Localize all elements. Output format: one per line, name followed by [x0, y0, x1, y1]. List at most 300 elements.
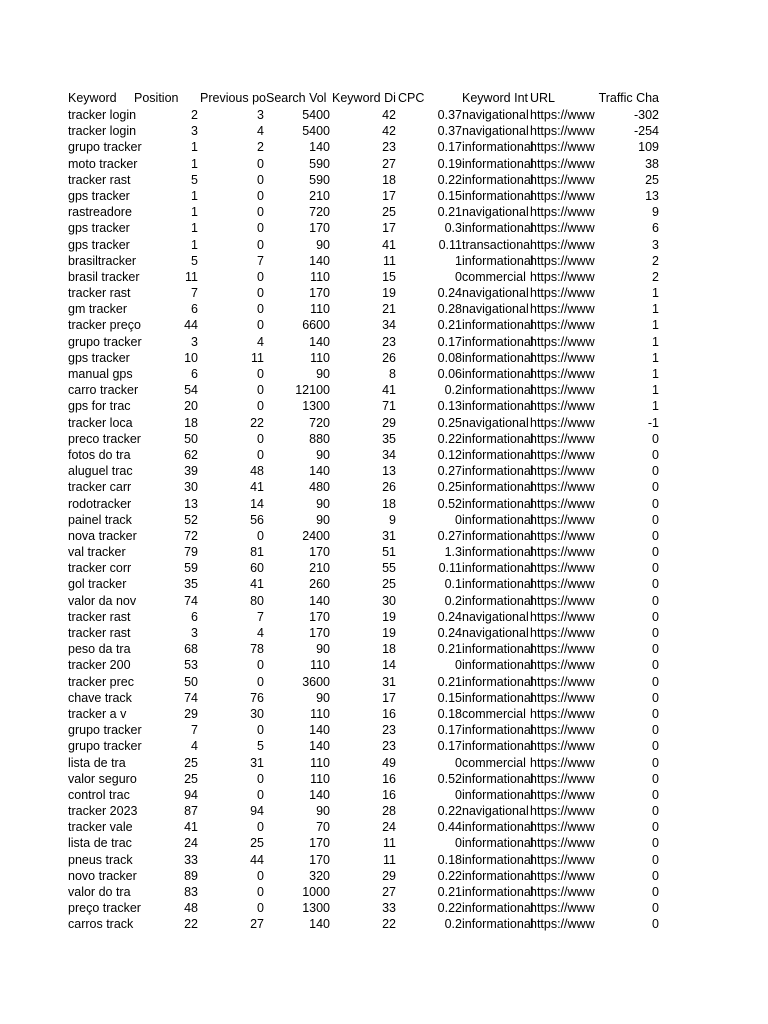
cell-position[interactable]: 79: [184, 545, 198, 560]
cell-cpc[interactable]: 0.37: [437, 124, 462, 139]
cell-keyword-difficulty[interactable]: 34: [382, 447, 396, 462]
cell-cpc[interactable]: 0.15: [437, 690, 462, 705]
cell-cpc[interactable]: 0.21: [437, 205, 462, 220]
cell-keyword-intent[interactable]: commercial: [462, 755, 526, 770]
cell-url[interactable]: https://www: [530, 528, 595, 543]
cell-cpc[interactable]: 0: [455, 836, 462, 851]
cell-keyword[interactable]: grupo tracker: [68, 140, 142, 155]
cell-cpc[interactable]: 0.17: [437, 723, 462, 738]
cell-position[interactable]: 87: [184, 804, 198, 819]
cell-keyword[interactable]: rodotracker: [68, 496, 132, 511]
cell-keyword[interactable]: preco tracker: [68, 431, 141, 446]
cell-position[interactable]: 35: [184, 577, 198, 592]
cell-url[interactable]: https://www: [530, 447, 595, 462]
cell-position[interactable]: 7: [191, 723, 198, 738]
cell-keyword[interactable]: aluguel trac: [68, 464, 133, 479]
cell-url[interactable]: https://www: [530, 512, 595, 527]
cell-search-volume[interactable]: 110: [310, 755, 330, 770]
cell-keyword[interactable]: gps tracker: [68, 188, 130, 203]
cell-keyword-difficulty[interactable]: 16: [382, 787, 396, 802]
cell-previous-position[interactable]: 41: [250, 480, 264, 495]
cell-keyword-intent[interactable]: informational: [462, 399, 534, 414]
cell-keyword-difficulty[interactable]: 42: [382, 108, 396, 122]
cell-previous-position[interactable]: 7: [257, 609, 264, 624]
cell-cpc[interactable]: 0: [455, 755, 462, 770]
cell-traffic-change[interactable]: 0: [652, 577, 659, 592]
cell-previous-position[interactable]: 0: [257, 901, 264, 916]
cell-previous-position[interactable]: 44: [250, 852, 264, 867]
cell-traffic-change[interactable]: 0: [652, 917, 659, 932]
cell-cpc[interactable]: 1.3: [444, 545, 462, 560]
cell-keyword-difficulty[interactable]: 55: [382, 561, 396, 576]
cell-position[interactable]: 20: [184, 399, 198, 414]
cell-search-volume[interactable]: 90: [316, 804, 330, 819]
cell-cpc[interactable]: 0.28: [437, 302, 462, 317]
cell-keyword[interactable]: tracker login: [68, 108, 137, 122]
cell-traffic-change[interactable]: 0: [652, 690, 659, 705]
cell-keyword-difficulty[interactable]: 13: [382, 464, 396, 479]
cell-cpc[interactable]: 0.2: [444, 593, 462, 608]
cell-traffic-change[interactable]: 0: [652, 447, 659, 462]
cell-previous-position[interactable]: 0: [257, 868, 264, 883]
cell-previous-position[interactable]: 48: [250, 464, 264, 479]
cell-url[interactable]: https://www: [530, 383, 595, 398]
cell-url[interactable]: https://www: [530, 140, 595, 155]
cell-keyword-intent[interactable]: informational: [462, 690, 534, 705]
cell-previous-position[interactable]: 0: [257, 188, 264, 203]
cell-keyword[interactable]: gm tracker: [68, 302, 128, 317]
header-traffic-change[interactable]: Traffic Cha: [598, 91, 659, 105]
cell-traffic-change[interactable]: 1: [652, 367, 659, 381]
cell-position[interactable]: 4: [191, 739, 198, 754]
cell-traffic-change[interactable]: 1: [652, 318, 659, 333]
cell-cpc[interactable]: 0.12: [437, 447, 462, 462]
cell-url[interactable]: https://www: [530, 350, 595, 365]
cell-keyword-intent[interactable]: navigational: [462, 804, 529, 819]
cell-previous-position[interactable]: 94: [250, 804, 264, 819]
cell-position[interactable]: 39: [184, 464, 198, 479]
cell-position[interactable]: 10: [184, 350, 198, 365]
cell-url[interactable]: https://www: [530, 269, 595, 284]
cell-url[interactable]: https://www: [530, 561, 595, 576]
cell-url[interactable]: https://www: [530, 658, 595, 673]
cell-keyword-intent[interactable]: informational: [462, 172, 534, 187]
cell-keyword-intent[interactable]: informational: [462, 577, 534, 592]
cell-position[interactable]: 13: [184, 496, 198, 511]
cell-position[interactable]: 5: [191, 172, 198, 187]
cell-position[interactable]: 52: [184, 512, 198, 527]
cell-keyword-difficulty[interactable]: 23: [382, 140, 396, 155]
cell-position[interactable]: 11: [185, 269, 198, 284]
cell-traffic-change[interactable]: 6: [652, 221, 659, 236]
cell-search-volume[interactable]: 90: [316, 447, 330, 462]
cell-search-volume[interactable]: 140: [309, 787, 330, 802]
cell-traffic-change[interactable]: -302: [633, 108, 659, 122]
cell-url[interactable]: https://www: [530, 771, 595, 786]
cell-search-volume[interactable]: 590: [309, 172, 330, 187]
cell-keyword[interactable]: pneus track: [68, 852, 133, 867]
cell-position[interactable]: 83: [184, 885, 198, 899]
cell-position[interactable]: 53: [184, 658, 198, 673]
cell-url[interactable]: https://www: [530, 188, 595, 203]
cell-cpc[interactable]: 0.1: [444, 577, 462, 592]
cell-cpc[interactable]: 0.21: [437, 674, 462, 689]
cell-url[interactable]: https://www: [530, 367, 595, 381]
cell-url[interactable]: https://www: [530, 205, 595, 220]
cell-cpc[interactable]: 0.11: [438, 561, 462, 576]
cell-previous-position[interactable]: 80: [250, 593, 264, 608]
cell-traffic-change[interactable]: 0: [652, 626, 659, 640]
cell-keyword-difficulty[interactable]: 26: [382, 480, 396, 495]
cell-keyword-intent[interactable]: informational: [462, 350, 534, 365]
cell-cpc[interactable]: 0.21: [437, 642, 462, 657]
cell-keyword[interactable]: control trac: [68, 787, 130, 802]
cell-position[interactable]: 7: [191, 286, 198, 301]
cell-keyword-difficulty[interactable]: 29: [382, 868, 396, 883]
cell-position[interactable]: 50: [184, 431, 198, 446]
cell-search-volume[interactable]: 140: [309, 253, 330, 268]
cell-keyword-difficulty[interactable]: 19: [382, 626, 396, 640]
cell-traffic-change[interactable]: 0: [652, 528, 659, 543]
cell-keyword-intent[interactable]: informational: [462, 723, 534, 738]
cell-keyword-intent[interactable]: informational: [462, 253, 534, 268]
cell-cpc[interactable]: 0.22: [437, 431, 462, 446]
cell-cpc[interactable]: 0.17: [437, 140, 462, 155]
cell-keyword-difficulty[interactable]: 17: [382, 221, 396, 236]
cell-keyword-difficulty[interactable]: 35: [382, 431, 396, 446]
cell-url[interactable]: https://www: [530, 318, 595, 333]
cell-keyword-difficulty[interactable]: 29: [382, 415, 396, 430]
cell-search-volume[interactable]: 1300: [302, 399, 330, 414]
cell-keyword-difficulty[interactable]: 17: [382, 188, 396, 203]
cell-keyword[interactable]: gps tracker: [68, 350, 130, 365]
cell-keyword-intent[interactable]: informational: [462, 480, 534, 495]
cell-previous-position[interactable]: 0: [257, 221, 264, 236]
cell-keyword[interactable]: lista de trac: [68, 836, 132, 851]
cell-previous-position[interactable]: 25: [250, 836, 264, 851]
cell-search-volume[interactable]: 3600: [302, 674, 330, 689]
cell-keyword-intent[interactable]: informational: [462, 820, 534, 835]
cell-keyword[interactable]: fotos do tra: [68, 447, 131, 462]
cell-traffic-change[interactable]: 2: [652, 253, 659, 268]
cell-search-volume[interactable]: 90: [316, 642, 330, 657]
cell-traffic-change[interactable]: 2: [652, 269, 659, 284]
cell-keyword[interactable]: peso da tra: [68, 642, 131, 657]
cell-keyword[interactable]: carro tracker: [68, 383, 139, 398]
cell-keyword[interactable]: rastreadore: [68, 205, 132, 220]
cell-search-volume[interactable]: 1000: [302, 885, 330, 899]
cell-cpc[interactable]: 0: [455, 658, 462, 673]
cell-search-volume[interactable]: 5400: [302, 108, 330, 122]
cell-position[interactable]: 1: [191, 221, 198, 236]
cell-traffic-change[interactable]: 0: [652, 431, 659, 446]
cell-cpc[interactable]: 0.11: [438, 237, 462, 252]
cell-traffic-change[interactable]: 0: [652, 787, 659, 802]
cell-traffic-change[interactable]: 0: [652, 658, 659, 673]
cell-position[interactable]: 2: [191, 108, 198, 122]
cell-url[interactable]: https://www: [530, 577, 595, 592]
cell-keyword[interactable]: lista de tra: [68, 755, 126, 770]
cell-traffic-change[interactable]: 0: [652, 561, 659, 576]
cell-keyword-difficulty[interactable]: 11: [383, 253, 396, 268]
cell-url[interactable]: https://www: [530, 221, 595, 236]
cell-previous-position[interactable]: 60: [250, 561, 264, 576]
cell-cpc[interactable]: 0.21: [437, 318, 462, 333]
cell-traffic-change[interactable]: -254: [633, 124, 659, 139]
cell-search-volume[interactable]: 90: [316, 496, 330, 511]
cell-keyword-intent[interactable]: informational: [462, 188, 534, 203]
cell-keyword-difficulty[interactable]: 18: [382, 642, 396, 657]
cell-traffic-change[interactable]: 0: [652, 706, 659, 721]
cell-keyword[interactable]: tracker a v: [68, 706, 127, 721]
cell-cpc[interactable]: 0.17: [437, 334, 462, 349]
cell-keyword-intent[interactable]: informational: [462, 545, 534, 560]
cell-previous-position[interactable]: 0: [257, 367, 264, 381]
cell-cpc[interactable]: 0: [455, 512, 462, 527]
cell-previous-position[interactable]: 0: [257, 674, 264, 689]
cell-search-volume[interactable]: 720: [309, 415, 330, 430]
cell-url[interactable]: https://www: [530, 852, 595, 867]
cell-traffic-change[interactable]: 3: [652, 237, 659, 252]
cell-keyword-intent[interactable]: transactional: [462, 237, 533, 252]
cell-keyword[interactable]: valor da nov: [68, 593, 137, 608]
cell-search-volume[interactable]: 110: [310, 706, 330, 721]
header-keyword[interactable]: Keyword: [68, 91, 117, 105]
cell-keyword-difficulty[interactable]: 19: [382, 609, 396, 624]
cell-keyword-intent[interactable]: informational: [462, 334, 534, 349]
cell-search-volume[interactable]: 140: [309, 464, 330, 479]
cell-keyword-difficulty[interactable]: 34: [382, 318, 396, 333]
cell-url[interactable]: https://www: [530, 399, 595, 414]
cell-search-volume[interactable]: 140: [309, 739, 330, 754]
cell-previous-position[interactable]: 0: [257, 318, 264, 333]
cell-keyword[interactable]: tracker vale: [68, 820, 133, 835]
cell-keyword-intent[interactable]: informational: [462, 464, 534, 479]
cell-url[interactable]: https://www: [530, 642, 595, 657]
cell-keyword-difficulty[interactable]: 41: [382, 383, 396, 398]
cell-url[interactable]: https://www: [530, 593, 595, 608]
cell-search-volume[interactable]: 90: [316, 367, 330, 381]
cell-traffic-change[interactable]: 0: [652, 609, 659, 624]
cell-cpc[interactable]: 0: [455, 269, 462, 284]
cell-keyword-difficulty[interactable]: 8: [389, 367, 396, 381]
cell-url[interactable]: https://www: [530, 690, 595, 705]
cell-cpc[interactable]: 0.22: [437, 868, 462, 883]
cell-search-volume[interactable]: 140: [309, 140, 330, 155]
cell-keyword[interactable]: val tracker: [68, 545, 126, 560]
cell-keyword[interactable]: brasiltracker: [68, 253, 137, 268]
cell-previous-position[interactable]: 0: [257, 885, 264, 899]
cell-url[interactable]: https://www: [530, 787, 595, 802]
cell-keyword-difficulty[interactable]: 9: [389, 512, 396, 527]
cell-position[interactable]: 6: [191, 367, 198, 381]
cell-cpc[interactable]: 0: [455, 787, 462, 802]
cell-cpc[interactable]: 0.24: [437, 609, 462, 624]
cell-keyword-intent[interactable]: informational: [462, 642, 534, 657]
cell-url[interactable]: https://www: [530, 885, 595, 899]
cell-keyword[interactable]: tracker rast: [68, 609, 131, 624]
cell-cpc[interactable]: 1: [455, 253, 462, 268]
cell-keyword[interactable]: moto tracker: [68, 156, 138, 171]
cell-previous-position[interactable]: 0: [257, 156, 264, 171]
cell-position[interactable]: 62: [184, 447, 198, 462]
cell-search-volume[interactable]: 1300: [302, 901, 330, 916]
cell-keyword-intent[interactable]: navigational: [462, 108, 529, 122]
cell-search-volume[interactable]: 110: [310, 269, 330, 284]
cell-traffic-change[interactable]: 0: [652, 804, 659, 819]
cell-keyword[interactable]: valor seguro: [68, 771, 137, 786]
cell-url[interactable]: https://www: [530, 804, 595, 819]
cell-search-volume[interactable]: 720: [309, 205, 330, 220]
cell-url[interactable]: https://www: [530, 723, 595, 738]
cell-keyword[interactable]: tracker rast: [68, 286, 131, 301]
cell-keyword-intent[interactable]: informational: [462, 367, 534, 381]
cell-previous-position[interactable]: 0: [257, 237, 264, 252]
cell-keyword-intent[interactable]: informational: [462, 221, 534, 236]
cell-url[interactable]: https://www: [530, 480, 595, 495]
cell-previous-position[interactable]: 0: [257, 172, 264, 187]
cell-keyword-difficulty[interactable]: 16: [382, 706, 396, 721]
cell-url[interactable]: https://www: [530, 124, 595, 139]
cell-search-volume[interactable]: 170: [309, 836, 330, 851]
cell-search-volume[interactable]: 110: [310, 350, 330, 365]
cell-traffic-change[interactable]: 109: [638, 140, 659, 155]
cell-keyword[interactable]: tracker login: [68, 124, 137, 139]
cell-search-volume[interactable]: 12100: [295, 383, 330, 398]
cell-url[interactable]: https://www: [530, 237, 595, 252]
cell-keyword-intent[interactable]: informational: [462, 431, 534, 446]
cell-traffic-change[interactable]: -1: [647, 415, 659, 430]
cell-url[interactable]: https://www: [530, 431, 595, 446]
cell-traffic-change[interactable]: 1: [652, 334, 659, 349]
cell-keyword-difficulty[interactable]: 14: [382, 658, 396, 673]
cell-keyword-intent[interactable]: informational: [462, 561, 534, 576]
cell-search-volume[interactable]: 480: [309, 480, 330, 495]
cell-search-volume[interactable]: 6600: [302, 318, 330, 333]
cell-keyword-difficulty[interactable]: 23: [382, 723, 396, 738]
cell-keyword[interactable]: tracker rast: [68, 626, 131, 640]
cell-previous-position[interactable]: 11: [251, 350, 264, 365]
cell-search-volume[interactable]: 170: [309, 852, 330, 867]
cell-keyword[interactable]: tracker prec: [68, 674, 134, 689]
cell-keyword-intent[interactable]: informational: [462, 447, 534, 462]
cell-previous-position[interactable]: 78: [250, 642, 264, 657]
cell-previous-position[interactable]: 0: [257, 820, 264, 835]
cell-keyword[interactable]: gps tracker: [68, 221, 130, 236]
cell-previous-position[interactable]: 7: [257, 253, 264, 268]
cell-keyword-difficulty[interactable]: 25: [382, 205, 396, 220]
cell-keyword-difficulty[interactable]: 71: [382, 399, 396, 414]
cell-url[interactable]: https://www: [530, 286, 595, 301]
cell-url[interactable]: https://www: [530, 868, 595, 883]
cell-position[interactable]: 41: [184, 820, 198, 835]
cell-cpc[interactable]: 0.52: [437, 771, 462, 786]
cell-traffic-change[interactable]: 0: [652, 464, 659, 479]
cell-position[interactable]: 30: [184, 480, 198, 495]
cell-position[interactable]: 5: [191, 253, 198, 268]
cell-traffic-change[interactable]: 13: [645, 188, 659, 203]
cell-keyword[interactable]: gol tracker: [68, 577, 127, 592]
cell-url[interactable]: https://www: [530, 917, 595, 932]
cell-keyword-intent[interactable]: navigational: [462, 286, 529, 301]
cell-keyword-intent[interactable]: informational: [462, 868, 534, 883]
cell-position[interactable]: 74: [184, 690, 198, 705]
cell-position[interactable]: 6: [191, 302, 198, 317]
cell-previous-position[interactable]: 41: [250, 577, 264, 592]
cell-position[interactable]: 25: [184, 755, 198, 770]
cell-keyword-difficulty[interactable]: 22: [382, 917, 396, 932]
cell-keyword[interactable]: valor do tra: [68, 885, 131, 899]
cell-search-volume[interactable]: 2400: [302, 528, 330, 543]
cell-search-volume[interactable]: 170: [309, 626, 330, 640]
cell-position[interactable]: 1: [191, 140, 198, 155]
cell-traffic-change[interactable]: 0: [652, 480, 659, 495]
cell-traffic-change[interactable]: 0: [652, 868, 659, 883]
cell-position[interactable]: 50: [184, 674, 198, 689]
cell-keyword[interactable]: chave track: [68, 690, 132, 705]
cell-keyword-difficulty[interactable]: 42: [382, 124, 396, 139]
cell-keyword-intent[interactable]: informational: [462, 318, 534, 333]
cell-traffic-change[interactable]: 0: [652, 593, 659, 608]
cell-position[interactable]: 6: [191, 609, 198, 624]
cell-position[interactable]: 1: [191, 156, 198, 171]
cell-traffic-change[interactable]: 0: [652, 755, 659, 770]
cell-traffic-change[interactable]: 9: [652, 205, 659, 220]
cell-cpc[interactable]: 0.25: [437, 415, 462, 430]
cell-keyword-intent[interactable]: informational: [462, 852, 534, 867]
cell-position[interactable]: 54: [184, 383, 198, 398]
cell-position[interactable]: 3: [191, 626, 198, 640]
cell-keyword[interactable]: tracker loca: [68, 415, 133, 430]
cell-keyword-difficulty[interactable]: 18: [382, 496, 396, 511]
cell-traffic-change[interactable]: 25: [645, 172, 659, 187]
cell-keyword[interactable]: tracker corr: [68, 561, 132, 576]
cell-position[interactable]: 18: [184, 415, 198, 430]
header-url[interactable]: URL: [530, 91, 556, 105]
cell-previous-position[interactable]: 56: [250, 512, 264, 527]
cell-traffic-change[interactable]: 0: [652, 674, 659, 689]
cell-keyword-intent[interactable]: informational: [462, 885, 534, 899]
cell-cpc[interactable]: 0.18: [437, 706, 462, 721]
cell-search-volume[interactable]: 590: [309, 156, 330, 171]
cell-keyword-intent[interactable]: informational: [462, 739, 534, 754]
cell-cpc[interactable]: 0.2: [444, 383, 462, 398]
cell-search-volume[interactable]: 90: [316, 512, 330, 527]
cell-cpc[interactable]: 0.37: [437, 108, 462, 122]
cell-keyword-difficulty[interactable]: 19: [382, 286, 396, 301]
cell-position[interactable]: 44: [184, 318, 198, 333]
cell-keyword-intent[interactable]: informational: [462, 496, 534, 511]
cell-previous-position[interactable]: 0: [257, 723, 264, 738]
cell-cpc[interactable]: 0.13: [437, 399, 462, 414]
cell-traffic-change[interactable]: 0: [652, 885, 659, 899]
cell-position[interactable]: 24: [184, 836, 198, 851]
cell-keyword-intent[interactable]: informational: [462, 674, 534, 689]
cell-previous-position[interactable]: 2: [257, 140, 264, 155]
cell-search-volume[interactable]: 320: [309, 868, 330, 883]
cell-keyword[interactable]: manual gps: [68, 367, 133, 381]
cell-keyword-difficulty[interactable]: 27: [382, 156, 396, 171]
cell-cpc[interactable]: 0.27: [437, 528, 462, 543]
header-previous-position[interactable]: Previous po: [200, 91, 267, 105]
cell-position[interactable]: 74: [184, 593, 198, 608]
cell-url[interactable]: https://www: [530, 415, 595, 430]
cell-keyword-difficulty[interactable]: 27: [382, 885, 396, 899]
cell-keyword-intent[interactable]: informational: [462, 140, 534, 155]
cell-keyword-intent[interactable]: navigational: [462, 626, 529, 640]
cell-url[interactable]: https://www: [530, 253, 595, 268]
cell-url[interactable]: https://www: [530, 820, 595, 835]
